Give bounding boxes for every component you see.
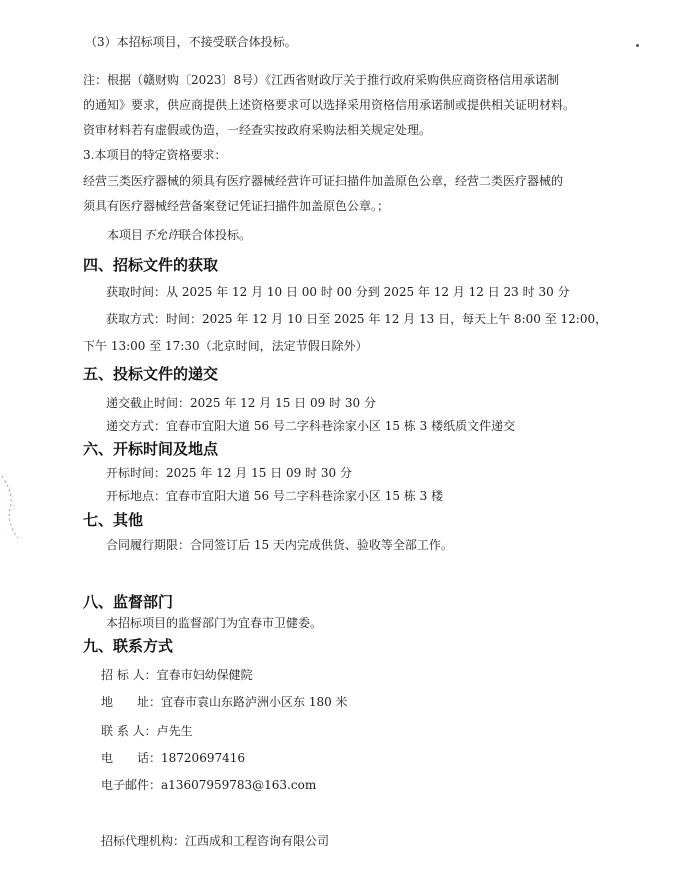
acquire-method-line-1: 获取方式：时间：2025 年 12 月 10 日至 2025 年 12 月 13 日，每天上午 8:00 至 12:00， xyxy=(106,312,608,326)
special-requirements-title: 3.本项目的特定资格要求： xyxy=(83,148,227,162)
contact-value: a13607959783@163.com xyxy=(161,778,317,792)
contact-row xyxy=(101,723,193,739)
submission-deadline: 递交截止时间：2025 年 12 月 15 日 09 时 30 分 xyxy=(106,396,376,410)
contact-row xyxy=(101,667,253,683)
contract-period: 合同履行期限：合同签订后 15 天内完成供货、验收等全部工作。 xyxy=(106,538,453,552)
seal-edge-mark xyxy=(0,472,22,542)
contact-value: 18720697416 xyxy=(161,751,245,765)
consortium-handwritten: 不允许 xyxy=(143,228,180,242)
note-line-3: 资审材料若有虚假或伪造，一经查实按政府采购法相关规定处理。 xyxy=(83,123,432,137)
consortium-suffix: 联合体投标。 xyxy=(179,228,252,242)
consortium-prefix: 本项目 xyxy=(107,228,144,242)
acquire-time: 获取时间：从 2025 年 12 月 10 日 00 时 00 分到 2025 年 12 月 12 日 23 时 30 分 xyxy=(106,285,570,299)
section-7-title: 七、其他 xyxy=(83,511,144,529)
contact-row xyxy=(101,777,316,793)
supervision-text: 本招标项目的监督部门为宜春市卫健委。 xyxy=(106,616,323,630)
section-8-title: 八、监督部门 xyxy=(83,593,174,611)
contact-label: 电 话： xyxy=(101,751,162,765)
acquire-method-line-2: 下午 13:00 至 17:30（北京时间，法定节假日除外） xyxy=(83,339,368,353)
contact-row xyxy=(101,750,245,766)
opening-place: 开标地点：宜春市宜阳大道 56 号二字科巷涂家小区 15 栋 3 楼 xyxy=(106,489,444,503)
contact-value: 宜春市妇幼保健院 xyxy=(156,668,253,682)
agency-line: 招标代理机构：江西成和工程咨询有限公司 xyxy=(101,834,330,848)
contact-value: 卢先生 xyxy=(156,724,193,738)
contact-label: 联 系 人： xyxy=(101,724,157,738)
consortium-line xyxy=(107,227,251,243)
opening-time: 开标时间：2025 年 12 月 15 日 09 时 30 分 xyxy=(106,466,352,480)
note-line-2: 的通知》要求，供应商提供上述资格要求可以选择采用资格信用承诺制或提供相关证明材料。 xyxy=(83,98,576,112)
contact-label: 地 址： xyxy=(101,695,162,709)
section-9-title: 九、联系方式 xyxy=(83,637,174,655)
special-requirements-line-1: 经营三类医疗器械的须具有医疗器械经营许可证扫描件加盖原色公章，经营二类医疗器械的 xyxy=(83,174,564,188)
contact-label: 电子邮件： xyxy=(101,778,162,792)
section-5-title: 五、投标文件的递交 xyxy=(83,365,219,383)
contact-value: 宜春市袁山东路泸洲小区东 180 米 xyxy=(161,695,348,709)
scan-speck xyxy=(636,44,639,47)
note-line-1: 注：根据（赣财购〔2023〕8号）《江西省财政厅关于推行政府采购供应商资格信用承诺制 xyxy=(83,73,560,87)
special-requirements-line-2: 须具有医疗器械经营备案登记凭证扫描件加盖原色公章。； xyxy=(83,199,390,213)
clause-3: （3）本招标项目，不接受联合体投标。 xyxy=(85,35,297,49)
contact-label: 招 标 人： xyxy=(101,668,157,682)
contact-row xyxy=(101,694,348,710)
section-4-title: 四、招标文件的获取 xyxy=(83,256,219,274)
submission-method: 递交方式：宜春市宜阳大道 56 号二字科巷涂家小区 15 栋 3 楼纸质文件递交 xyxy=(106,419,516,433)
section-6-title: 六、开标时间及地点 xyxy=(83,440,219,458)
